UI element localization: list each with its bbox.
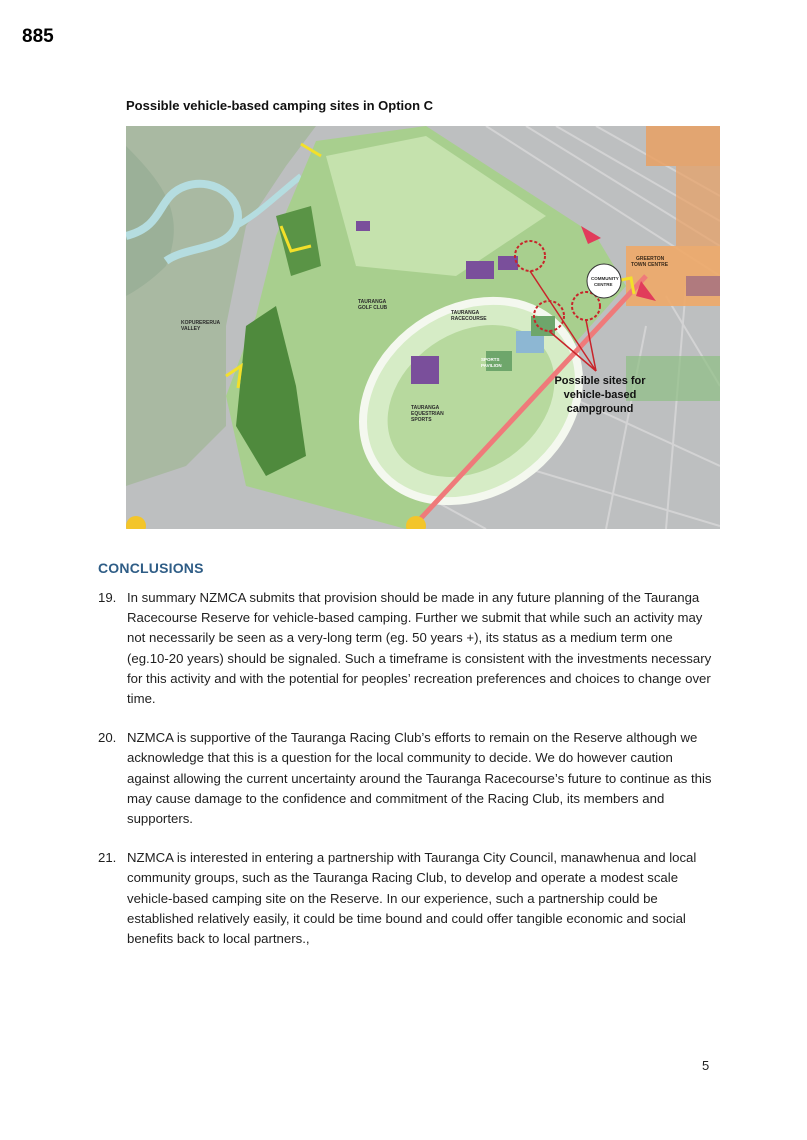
svg-text:VALLEY (181, 326, 201, 332)
svg-text:TOWN CENTRE (631, 262, 669, 268)
list-item (98, 588, 718, 709)
item-text: NZMCA is interested in entering a partnership with Tauranga City Council, manawhenua and local community groups, such as the Tauranga Racing Club, to develop and operate a modest scale vehicle-based camping site on the Reserve. In our experience, such a partnership could be established relatively easily, it could be time bound and could offer tangible economic and social benefits back to local partners., (127, 850, 697, 947)
svg-text:SPORTS (411, 417, 432, 423)
svg-text:PAVILION (481, 363, 502, 368)
list-item (98, 848, 718, 949)
svg-text:COMMUNITY (591, 276, 619, 281)
item-number: 20. (98, 730, 117, 746)
map-label-racecourse-1: TAURANGA (451, 310, 480, 316)
map-label-racecourse-2: RACECOURSE (451, 316, 487, 322)
svg-text:campground (567, 403, 634, 415)
svg-text:Possible sites for (554, 375, 646, 387)
map-label-town-1: GREERTON (636, 256, 665, 262)
svg-text:GOLF CLUB (358, 305, 388, 311)
callout-line-2: vehicle-based (563, 389, 637, 401)
list-item (98, 728, 718, 829)
item-text: NZMCA is supportive of the Tauranga Racing Club’s efforts to remain on the Reserve although we acknowledge that this is a question for the local community to decide. We do however caution against allowing the current uncertainty around the Tauranga Racecourse’s future to continue as this may cause damage to the confidence and commitment of the Racing Club, its members and supporters. (127, 730, 712, 827)
item-number: 19. (98, 590, 117, 605)
map-label-sports-1: SPORTS (481, 357, 500, 362)
page-number: 5 (702, 1058, 710, 1073)
callout-line-3: campground (566, 403, 634, 415)
map-label-community-1: COMMUNITY (591, 276, 619, 281)
map-label-golf-club-1: TAURANGA (358, 299, 387, 305)
figure-caption: Possible vehicle-based camping sites in Option C (126, 98, 434, 113)
map-label-equestrian-1: TAURANGA (411, 405, 440, 411)
item-text: In summary NZMCA submits that provision should be made in any future planning of the Tauranga Racecourse Reserve for vehicle-based camping. Further we submit that while such an activity may not necessarily be seen as a very-long term (eg. 50 years +), its status as a medium term one (eg.10-20 years) should be signaled. Such a timeframe is consistent with the investments necessary for this activity and with the potential for peoples’ recreation preferences and choices to change over time. (127, 590, 712, 707)
map-label-sports-2: PAVILION (481, 363, 502, 368)
map-label-town-2: TOWN CENTRE (631, 262, 669, 268)
conclusions-heading: CONCLUSIONS (98, 560, 204, 576)
map-label-golf-club-2: GOLF CLUB (358, 305, 388, 311)
item-number: 21. (98, 850, 117, 866)
svg-text:CENTRE (594, 282, 613, 287)
map-label-equestrian-3: SPORTS (411, 417, 432, 423)
svg-text:SPORTS (481, 357, 500, 362)
map-label-valley-1: KOPURERERUA (181, 320, 221, 326)
svg-text:RACECOURSE (451, 316, 487, 322)
svg-text:vehicle-based (564, 389, 637, 401)
conclusions-list (98, 588, 718, 968)
map-label-equestrian-2: EQUESTRIAN (411, 411, 444, 417)
site-plan-map (126, 126, 720, 529)
map-label-community-2: CENTRE (594, 282, 613, 287)
callout-line-1: Possible sites for (554, 375, 646, 387)
document-stamp-number: 885 (22, 26, 54, 47)
map-label-valley-2: VALLEY (181, 326, 201, 332)
